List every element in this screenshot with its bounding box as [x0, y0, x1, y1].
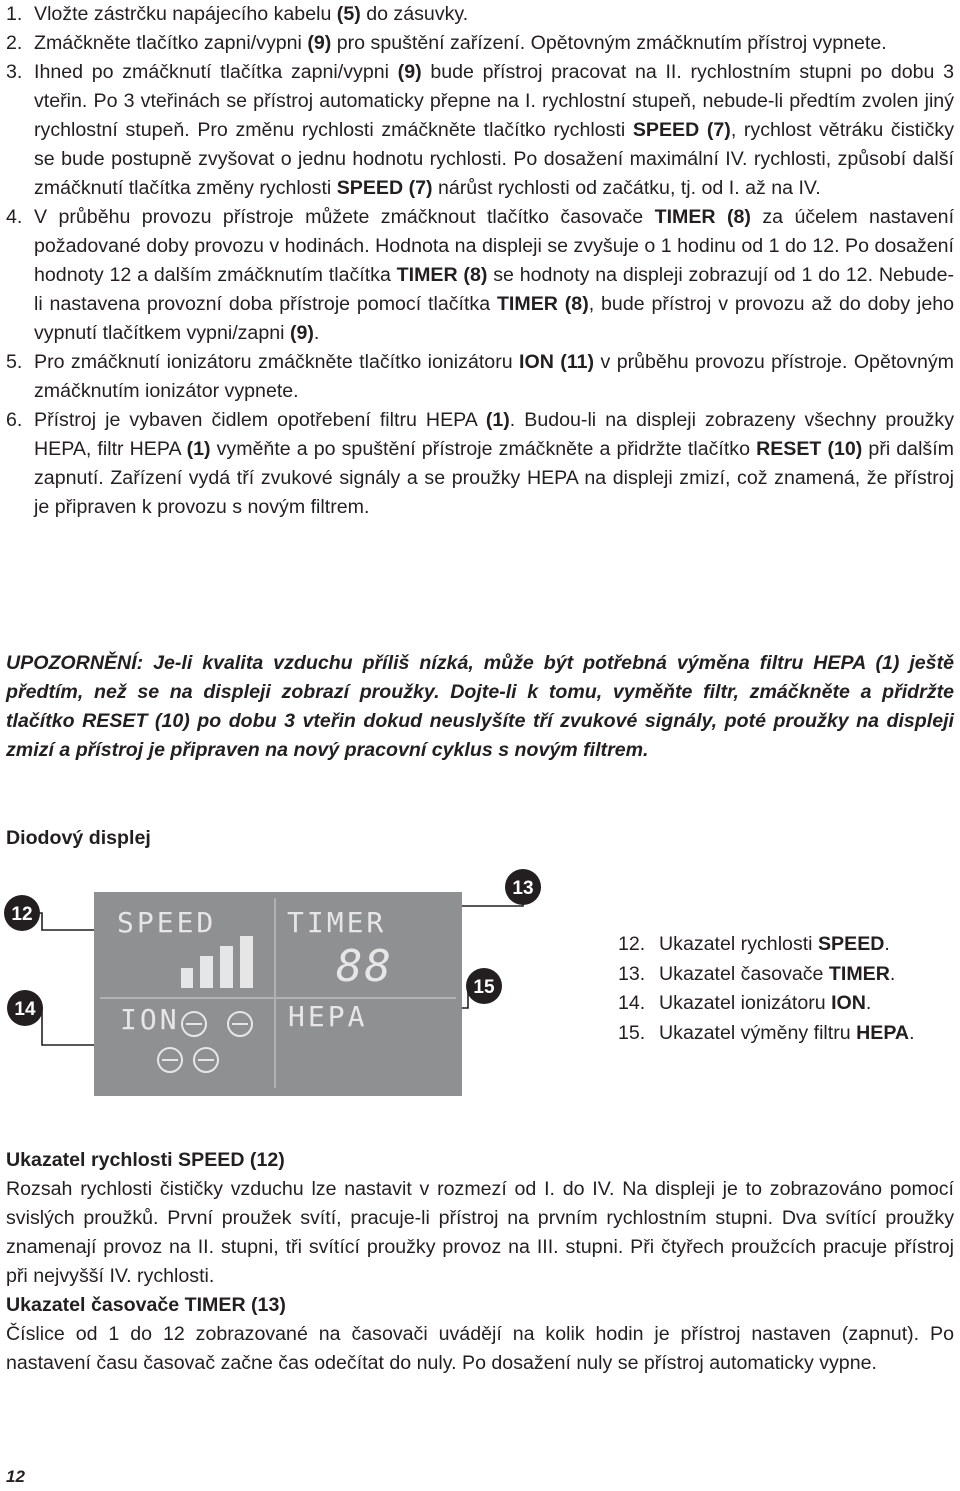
page-number: 12: [6, 1467, 25, 1486]
ion-label: ION: [120, 1003, 180, 1036]
list-item-text: Zmáčkněte tlačítko zapni/vypni (9) pro spuštění zařízení. Opětovným zmáčknutím přístroj vypnete.: [34, 32, 887, 54]
legend-item-text: Ukazatel časovače TIMER.: [659, 962, 896, 985]
hepa-label: HEPA: [288, 1000, 368, 1033]
svg-text:13: 13: [512, 878, 534, 899]
timer-digits: 88: [336, 941, 393, 992]
svg-text:14: 14: [14, 999, 36, 1020]
speed-section-heading: Ukazatel rychlosti SPEED (12): [6, 1149, 285, 1171]
timer-label: TIMER: [287, 906, 387, 939]
legend-item-text: Ukazatel rychlosti SPEED.: [659, 933, 890, 955]
list-item: [6, 29, 954, 58]
list-item-number: 4.: [6, 206, 23, 228]
legend-item-text: Ukazatel ionizátoru ION.: [659, 992, 872, 1014]
legend-item-text: Ukazatel výměny filtru HEPA.: [659, 1021, 915, 1044]
speed-label: SPEED: [117, 906, 217, 939]
legend-item-number: 14.: [618, 992, 646, 1014]
speed-section-text: Rozsah rychlosti čističky vzduchu lze nastavit v rozmezí od I. do IV. Na displeji je to zobrazováno pomocí svislých proužků. První proužek svítí, pracuje-li přístroj na prvním rychlostním stupni. Dva svítící proužky znamenají provoz na II. stupni, tři svítící proužky provoz na III. stupni. Při čtyřech proužcích pracuje přístroj při nejvyšší IV. rychlosti.: [6, 1178, 954, 1287]
list-item-number: 2.: [6, 32, 23, 54]
list-item-number: 1.: [6, 3, 23, 25]
legend-item-number: 13.: [618, 962, 646, 985]
list-item-number: 5.: [6, 351, 23, 373]
display-legend: [618, 930, 958, 1048]
speed-bar-3: [220, 946, 233, 988]
legend-item-number: 12.: [618, 933, 646, 955]
list-item-text: Ihned po zmáčknutí tlačítka zapni/vypni (9) bude přístroj pracovat na II. rychlostním stupni po dobu 3 vteřin. Po 3 vteřinách se přístroj automaticky přepne na I. rychlostní stupeň, nebude-li předtím zvolen jiný rychlostní stupeň. Pro změnu rychlosti zmáčkněte tlačítko rychlosti SPEED (7), rychlost větráku čističky se bude postupně zvyšovat o jednu hodnotu rychlosti. Po dosažení maximální IV. rychlosti, způsobí další zmáčknutí tlačítka změny rychlosti SPEED (7) nárůst rychlosti od začátku, tj. od I. až na IV.: [34, 61, 955, 199]
legend-item: [618, 1019, 958, 1049]
list-item-text: V průběhu provozu přístroje můžete zmáčknout tlačítko časovače TIMER (8) za účelem nastavení požadované doby provozu v hodinách. Hodnota na displeji se zvyšuje o 1 hodinu od 1 do 12. Po dosažení hodnoty 12 a dalším zmáčknutím tlačítka TIMER (8) se hodnoty na displeji zobrazují od 1 do 12. Nebude-li nastavena provozní doba přístroje pomocí tlačítka TIMER (8), bude přístroj v provozu až do doby jeho vypnutí tlačítkem vypni/zapni (9).: [34, 206, 955, 344]
legend-item: [618, 989, 958, 1019]
svg-text:12: 12: [11, 904, 33, 925]
list-item-text: Pro zmáčknutí ionizátoru zmáčkněte tlačítko ionizátoru ION (11) v průběhu provozu přístroje. Opětovným zmáčknutím ionizátor vypnete.: [34, 351, 955, 402]
list-item: [6, 0, 954, 29]
list-item-number: 6.: [6, 409, 23, 431]
speed-bar-2: [200, 956, 213, 988]
led-display-diagram: [0, 860, 600, 1110]
list-item-text: Vložte zástrčku napájecího kabelu (5) do zásuvky.: [34, 3, 469, 25]
display-heading: Diodový displej: [6, 827, 151, 849]
instruction-list: [6, 0, 954, 522]
timer-section-heading: Ukazatel časovače TIMER (13): [6, 1294, 286, 1316]
callout-15: [466, 968, 502, 1004]
legend-item-number: 15.: [618, 1021, 646, 1044]
speed-bar-1: [181, 968, 193, 988]
timer-section-text: Číslice od 1 do 12 zobrazované na časovači uvádějí na kolik hodin je přístroj nastaven (zapnut). Po nastavení času časovač začne čas odečítat do nuly. Po dosažení nuly se přístroj automaticky vypne.: [6, 1323, 954, 1374]
callout-14: [7, 990, 43, 1026]
speed-bar-4: [240, 936, 253, 988]
list-item-text: Přístroj je vybaven čidlem opotřebení filtru HEPA (1). Budou-li na displeji zobrazeny všechny proužky HEPA, filtr HEPA (1) vyměňte a po spuštění přístroje zmáčkněte a přidržte tlačítko RESET (10) při dalším zapnutí. Zařízení vydá tří zvukové signály a se proužky HEPA na displeji zmizí, což znamená, že přístroj je připraven k provozu s novým filtrem.: [34, 409, 954, 518]
callout-13: [505, 869, 541, 905]
legend-item: [618, 930, 958, 960]
list-item: [6, 348, 954, 406]
warning-text: UPOZORNĚNÍ: Je-li kvalita vzduchu příliš nízká, může být potřebná výměna filtru HEPA (1) ještě předtím, než se na displeji zobrazí proužky. Dojte-li k tomu, vyměňte filtr, zmáčkněte a přidržte tlačítko RESET (10) po dobu 3 vteřin dokud neuslyšíte tří zvukové signály, poté proužky na displeji zmizí a přístroj je připraven na nový pracovní cyklus s novým filtrem.: [6, 652, 954, 761]
callout-12: [4, 895, 40, 931]
list-item: [6, 203, 954, 348]
list-item-number: 3.: [6, 61, 23, 83]
list-item: [6, 58, 954, 203]
list-item: [6, 406, 954, 522]
svg-text:15: 15: [473, 977, 495, 998]
legend-item: [618, 960, 958, 990]
